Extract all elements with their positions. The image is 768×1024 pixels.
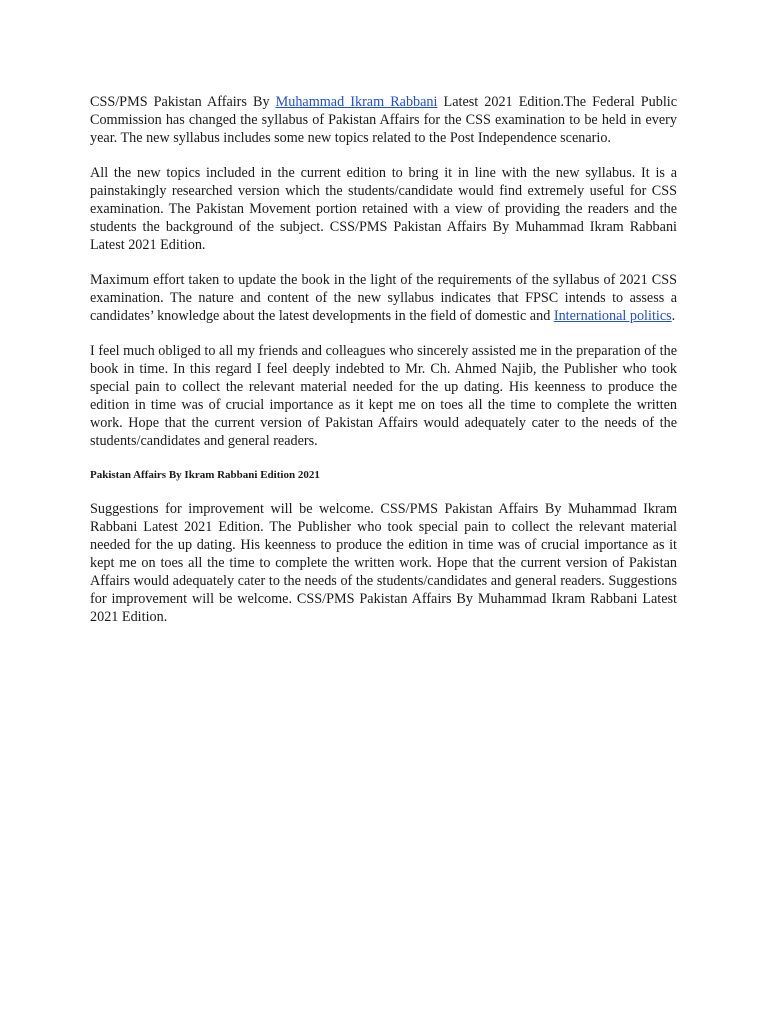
- paragraph-intro-text-start: CSS/PMS Pakistan Affairs By: [90, 94, 276, 110]
- document-body: [90, 93, 677, 643]
- paragraph-intro: [90, 93, 677, 147]
- paragraph-intro-text-end: Latest 2021 Edition.The Federal Public Commission has changed the syllabus of Pakistan Affairs for the CSS examination to be held in every year. The new syllabus includes some new topics related to the Post Independence scenario.: [90, 94, 678, 146]
- paragraph-maximum-effort-text-start: Maximum effort taken to update the book in the light of the requirements of the syllabus of 2021 CSS examination. The nature and content of the new syllabus indicates that FPSC intends to assess a candidates’ knowledge about the latest developments in the field of domestic and: [90, 272, 677, 324]
- paragraph-acknowledgements: I feel much obliged to all my friends and colleagues who sincerely assisted me in the preparation of the book in time. In this regard I feel deeply indebted to Mr. Ch. Ahmed Najib, the Publisher who took special pain to collect the relevant material needed for the up dating. His keenness to produce the edition in time was of crucial importance as it kept me on toes all the time to complete the written work. Hope that the current version of Pakistan Affairs would adequately cater to the needs of the students/candidates and general readers.: [90, 343, 677, 449]
- paragraph-suggestions: Suggestions for improvement will be welcome. CSS/PMS Pakistan Affairs By Muhammad Ikram Rabbani Latest 2021 Edition. The Publisher who took special pain to collect the relevant material needed for the up dating. His keenness to produce the edition in time was of crucial importance as it kept me on toes all the time to complete the written work. Hope that the current version of Pakistan Affairs would adequately cater to the needs of the students/candidates and general readers. Suggestions for improvement will be welcome. CSS/PMS Pakistan Affairs By Muhammad Ikram Rabbani Latest 2021 Edition.: [90, 501, 677, 625]
- paragraph-maximum-effort: [90, 271, 677, 325]
- paragraph-maximum-effort-text-end: .: [671, 308, 676, 324]
- international-politics-link[interactable]: International politics: [553, 308, 672, 324]
- paragraph-new-topics: All the new topics included in the current edition to bring it in line with the new syllabus. It is a painstakingly researched version which the students/candidate would find extremely useful for CSS examination. The Pakistan Movement portion retained with a view of providing the readers and the students the background of the subject. CSS/PMS Pakistan Affairs By Muhammad Ikram Rabbani Latest 2021 Edition.: [90, 165, 677, 253]
- section-heading: Pakistan Affairs By Ikram Rabbani Edition 2021: [90, 469, 320, 481]
- author-link[interactable]: Muhammad Ikram Rabbani: [275, 94, 438, 110]
